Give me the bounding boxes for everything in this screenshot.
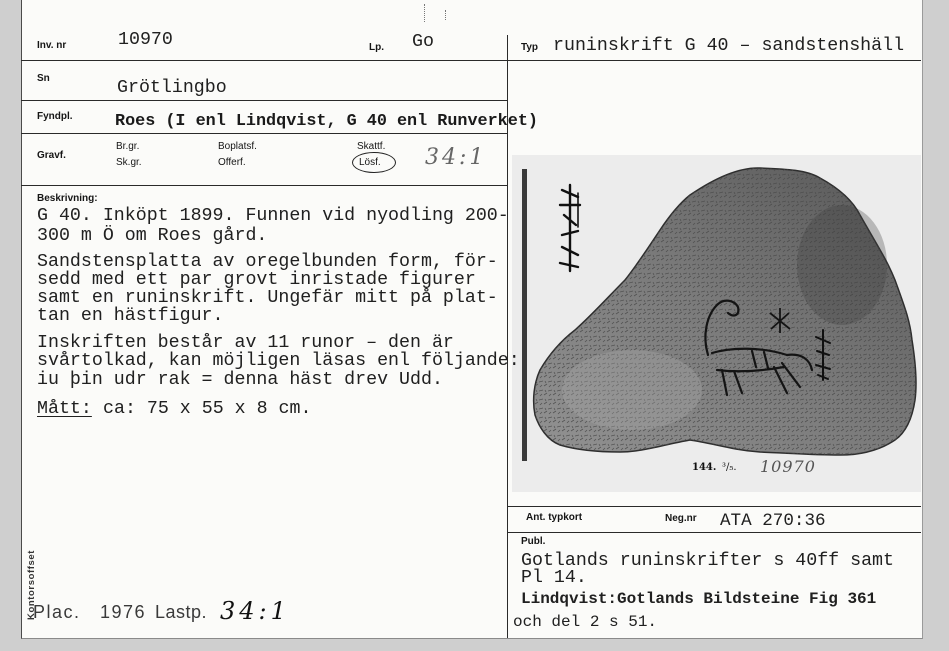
publ-line: Pl 14.	[521, 568, 587, 588]
publ-line: och del 2 s 51.	[513, 613, 658, 631]
rule-sn	[21, 100, 507, 101]
fyndpl-value: Roes (I enl Lindqvist, G 40 enl Runverket)	[115, 112, 538, 131]
losf-label: Lösf.	[359, 157, 381, 168]
rule-fyndpl	[21, 133, 507, 134]
plac-label: Plac.	[33, 602, 81, 622]
beskrivning-label: Beskrivning:	[37, 193, 98, 204]
handwritten-inv-number: 10970	[760, 457, 816, 476]
scan-mark	[445, 10, 446, 20]
publ-line: Gotlands runinskrifter s 40ff samt	[521, 551, 894, 571]
inv-nr-label: Inv. nr	[37, 40, 67, 51]
scan-mark	[424, 4, 425, 22]
lp-value: Go	[412, 32, 434, 52]
description-line: samt en runinskrift. Ungefär mitt på plat-	[37, 288, 498, 308]
br-gr-label: Br.gr.	[116, 141, 140, 152]
printer-imprint: Kontorsoffset	[26, 549, 37, 620]
plac-year: 1976	[100, 602, 147, 622]
boplatsf-label: Boplatsf.	[218, 141, 257, 152]
matt-label: Mått:	[37, 399, 92, 419]
publ-line: Lindqvist:Gotlands Bildsteine Fig 361	[521, 590, 877, 608]
sk-gr-label: Sk.gr.	[116, 157, 142, 168]
neg-nr-value: ATA 270:36	[720, 511, 826, 531]
sn-value: Grötlingbo	[117, 78, 227, 98]
neg-nr-label: Neg.nr	[665, 513, 697, 524]
offerf-label: Offerf.	[218, 157, 246, 168]
description-line: Sandstensplatta av oregelbunden form, för-	[37, 252, 498, 272]
publ-label: Publ.	[521, 536, 546, 547]
description-line: svårtolkad, kan möjligen läsas enl följande:	[37, 351, 520, 371]
description-line: Inskriften består av 11 runor – den är	[37, 333, 454, 353]
rule-header	[21, 60, 921, 61]
ant-typkort-label: Ant. typkort	[526, 512, 583, 523]
rule-typkort-bottom	[507, 532, 921, 533]
description-line: tan en hästfigur.	[37, 306, 224, 326]
description-line: G 40. Inköpt 1899. Funnen vid nyodling 200-	[37, 206, 509, 226]
description-line: iu þin udr rak = denna häst drev Udd.	[37, 370, 443, 390]
sn-label: Sn	[37, 73, 50, 84]
gravf-label: Gravf.	[37, 150, 66, 161]
stone-photograph	[512, 155, 921, 492]
inv-nr-value: 10970	[118, 30, 173, 50]
stone-shadow	[797, 205, 887, 325]
typ-label: Typ	[521, 42, 539, 53]
description-line: 300 m Ö om Roes gård.	[37, 226, 268, 246]
typ-value: runinskrift G 40 – sandstenshäll	[553, 36, 905, 56]
losf-circle-mark	[352, 152, 396, 173]
stone-highlight	[562, 350, 702, 430]
plate-scale: ³/₅.	[722, 462, 737, 473]
description-line: sedd med ett par grovt inristade figurer	[37, 270, 476, 290]
plate-number: 144.	[692, 462, 717, 473]
lastp-label: Lastp.	[155, 602, 208, 622]
fyndpl-label: Fyndpl.	[37, 111, 73, 122]
handwritten-find-number: 34:1	[425, 145, 487, 170]
lp-label: Lp.	[369, 42, 384, 53]
skattf-label: Skattf.	[357, 141, 386, 152]
lastp-value: 34:1	[220, 597, 290, 625]
matt-value: ca: 75 x 55 x 8 cm.	[103, 399, 312, 419]
photo-edge-strip	[522, 169, 527, 461]
rule-typkort-top	[507, 506, 921, 507]
rule-gravf	[21, 185, 507, 186]
